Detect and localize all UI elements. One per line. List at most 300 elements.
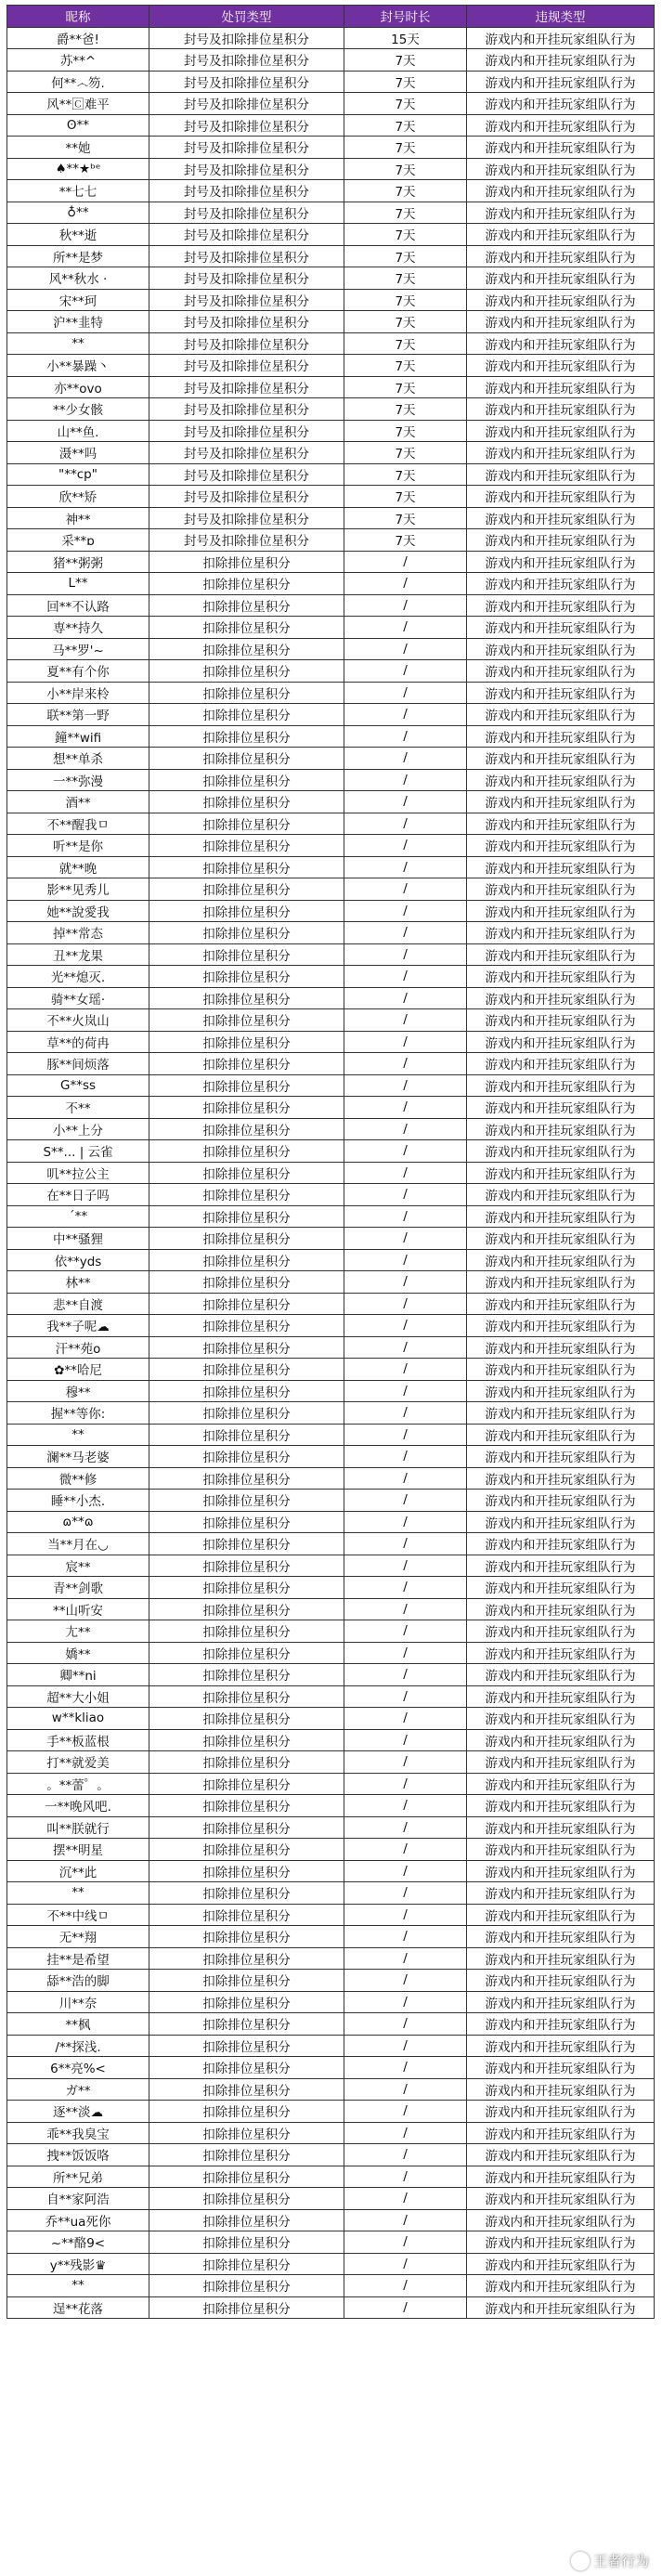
cell-nickname: 不**火岚山	[7, 1009, 149, 1032]
cell-violation-type: 游戏内和开挂玩家组队行为	[467, 2253, 655, 2275]
table-row	[7, 1031, 655, 1053]
cell-violation-type: 游戏内和开挂玩家组队行为	[467, 355, 655, 377]
cell-violation-type: 游戏内和开挂玩家组队行为	[467, 594, 655, 617]
cell-penalty-type: 封号及扣除排位星积分	[149, 311, 344, 333]
cell-ban-duration: 7天	[344, 71, 467, 93]
cell-ban-duration: /	[344, 943, 467, 966]
table-row	[7, 1555, 655, 1577]
cell-violation-type: 游戏内和开挂玩家组队行为	[467, 114, 655, 137]
cell-penalty-type: 扣除排位星积分	[149, 1467, 344, 1490]
cell-penalty-type: 扣除排位星积分	[149, 2013, 344, 2036]
cell-violation-type: 游戏内和开挂玩家组队行为	[467, 725, 655, 748]
cell-violation-type: 游戏内和开挂玩家组队行为	[467, 1729, 655, 1751]
table-row	[7, 398, 655, 421]
table-row	[7, 1249, 655, 1271]
cell-nickname: y**残影♛	[7, 2253, 149, 2275]
cell-ban-duration: /	[344, 1118, 467, 1140]
cell-nickname: 超**大小姐	[7, 1685, 149, 1708]
cell-nickname: 悲**自渡	[7, 1293, 149, 1315]
cell-ban-duration: /	[344, 1031, 467, 1053]
cell-violation-type: 游戏内和开挂玩家组队行为	[467, 1598, 655, 1620]
cell-violation-type: 游戏内和开挂玩家组队行为	[467, 1249, 655, 1271]
cell-violation-type: 游戏内和开挂玩家组队行为	[467, 2144, 655, 2166]
cell-violation-type: 游戏内和开挂玩家组队行为	[467, 1882, 655, 1905]
cell-nickname: 林**	[7, 1271, 149, 1294]
cell-violation-type: 游戏内和开挂玩家组队行为	[467, 442, 655, 464]
cell-ban-duration: /	[344, 1795, 467, 1817]
cell-nickname: 宸**	[7, 1555, 149, 1577]
cell-ban-duration: /	[344, 1074, 467, 1097]
table-row	[7, 1947, 655, 1970]
cell-nickname: 不**醒我ㅁ	[7, 813, 149, 835]
cell-penalty-type: 封号及扣除排位星积分	[149, 332, 344, 355]
cell-ban-duration: /	[344, 1359, 467, 1381]
cell-penalty-type: 封号及扣除排位星积分	[149, 486, 344, 508]
cell-violation-type: 游戏内和开挂玩家组队行为	[467, 137, 655, 159]
cell-violation-type: 游戏内和开挂玩家组队行为	[467, 1424, 655, 1446]
header-penalty-type: 处罚类型	[149, 6, 344, 28]
cell-penalty-type: 扣除排位星积分	[149, 594, 344, 617]
table-row	[7, 376, 655, 398]
cell-violation-type: 游戏内和开挂玩家组队行为	[467, 1664, 655, 1686]
cell-nickname: 握**等你:	[7, 1402, 149, 1425]
cell-nickname: 猪**粥粥	[7, 551, 149, 573]
cell-penalty-type: 封号及扣除排位星积分	[149, 49, 344, 72]
cell-violation-type: 游戏内和开挂玩家组队行为	[467, 922, 655, 944]
table-row	[7, 551, 655, 573]
cell-penalty-type: 扣除排位星积分	[149, 1533, 344, 1555]
cell-violation-type: 游戏内和开挂玩家组队行为	[467, 1205, 655, 1228]
cell-ban-duration: /	[344, 573, 467, 595]
cell-ban-duration: /	[344, 1490, 467, 1512]
table-row	[7, 1598, 655, 1620]
table-row	[7, 617, 655, 639]
cell-violation-type: 游戏内和开挂玩家组队行为	[467, 1074, 655, 1097]
cell-violation-type: 游戏内和开挂玩家组队行为	[467, 1642, 655, 1664]
table-row	[7, 1446, 655, 1468]
table-row	[7, 573, 655, 595]
cell-ban-duration: /	[344, 1228, 467, 1250]
cell-violation-type: 游戏内和开挂玩家组队行为	[467, 1751, 655, 1774]
cell-violation-type: 游戏内和开挂玩家组队行为	[467, 617, 655, 639]
cell-ban-duration: 7天	[344, 398, 467, 421]
cell-nickname: 风**秋水 ·	[7, 267, 149, 290]
table-row	[7, 2122, 655, 2144]
cell-violation-type: 游戏内和开挂玩家组队行为	[467, 529, 655, 552]
cell-ban-duration: /	[344, 900, 467, 922]
cell-penalty-type: 封号及扣除排位星积分	[149, 267, 344, 290]
table-row	[7, 2275, 655, 2297]
cell-violation-type: 游戏内和开挂玩家组队行为	[467, 682, 655, 704]
cell-nickname: 欣**矫	[7, 486, 149, 508]
cell-violation-type: 游戏内和开挂玩家组队行为	[467, 704, 655, 726]
table-row	[7, 1490, 655, 1512]
cell-penalty-type: 扣除排位星积分	[149, 1882, 344, 1905]
cell-penalty-type: 扣除排位星积分	[149, 769, 344, 791]
cell-violation-type: 游戏内和开挂玩家组队行为	[467, 93, 655, 115]
cell-penalty-type: 扣除排位星积分	[149, 2188, 344, 2210]
cell-violation-type: 游戏内和开挂玩家组队行为	[467, 1097, 655, 1119]
cell-penalty-type: 扣除排位星积分	[149, 1271, 344, 1294]
cell-violation-type: 游戏内和开挂玩家组队行为	[467, 987, 655, 1009]
cell-penalty-type: 扣除排位星积分	[149, 1729, 344, 1751]
table-row	[7, 1708, 655, 1730]
cell-violation-type: 游戏内和开挂玩家组队行为	[467, 1970, 655, 1992]
cell-violation-type: 游戏内和开挂玩家组队行为	[467, 158, 655, 180]
cell-ban-duration: /	[344, 1642, 467, 1664]
cell-nickname: 何**෴笏.	[7, 71, 149, 93]
cell-ban-duration: 7天	[344, 137, 467, 159]
cell-ban-duration: 7天	[344, 49, 467, 72]
cell-violation-type: 游戏内和开挂玩家组队行为	[467, 1947, 655, 1970]
cell-penalty-type: 封号及扣除排位星积分	[149, 180, 344, 202]
cell-penalty-type: 扣除排位星积分	[149, 1380, 344, 1402]
cell-ban-duration: /	[344, 1315, 467, 1337]
table-row	[7, 1882, 655, 1905]
cell-ban-duration: /	[344, 1162, 467, 1184]
table-row	[7, 1009, 655, 1032]
table-row	[7, 2188, 655, 2210]
cell-nickname: **她	[7, 137, 149, 159]
cell-penalty-type: 扣除排位星积分	[149, 1118, 344, 1140]
cell-violation-type: 游戏内和开挂玩家组队行为	[467, 1816, 655, 1839]
table-row	[7, 1620, 655, 1643]
cell-penalty-type: 封号及扣除排位星积分	[149, 158, 344, 180]
table-row	[7, 507, 655, 529]
cell-penalty-type: 扣除排位星积分	[149, 704, 344, 726]
cell-penalty-type: 扣除排位星积分	[149, 2209, 344, 2231]
cell-violation-type: 游戏内和开挂玩家组队行为	[467, 1795, 655, 1817]
cell-penalty-type: 扣除排位星积分	[149, 1860, 344, 1882]
cell-violation-type: 游戏内和开挂玩家组队行为	[467, 1359, 655, 1381]
table-row	[7, 245, 655, 267]
cell-violation-type: 游戏内和开挂玩家组队行为	[467, 1228, 655, 1250]
cell-penalty-type: 扣除排位星积分	[149, 1162, 344, 1184]
cell-penalty-type: 扣除排位星积分	[149, 1315, 344, 1337]
cell-nickname: G**ss	[7, 1074, 149, 1097]
cell-ban-duration: /	[344, 1424, 467, 1446]
cell-ban-duration: /	[344, 1511, 467, 1533]
cell-nickname: 所**是梦	[7, 245, 149, 267]
cell-nickname: 苏**^	[7, 49, 149, 72]
table-row	[7, 1467, 655, 1490]
cell-violation-type: 游戏内和开挂玩家组队行为	[467, 1315, 655, 1337]
table-row	[7, 1074, 655, 1097]
cell-nickname: 爵**爸!	[7, 27, 149, 49]
cell-violation-type: 游戏内和开挂玩家组队行为	[467, 2013, 655, 2036]
table-row	[7, 180, 655, 202]
cell-ban-duration: /	[344, 1097, 467, 1119]
cell-ban-duration: /	[344, 1926, 467, 1948]
cell-nickname: 听**是你	[7, 835, 149, 857]
cell-penalty-type: 扣除排位星积分	[149, 573, 344, 595]
cell-nickname: 无**翔	[7, 1926, 149, 1948]
cell-penalty-type: 扣除排位星积分	[149, 2275, 344, 2297]
table-row	[7, 49, 655, 72]
cell-ban-duration: 7天	[344, 245, 467, 267]
cell-nickname: **	[7, 2275, 149, 2297]
cell-nickname: 掉**常态	[7, 922, 149, 944]
cell-violation-type: 游戏内和开挂玩家组队行为	[467, 463, 655, 486]
table-row	[7, 2013, 655, 2036]
cell-ban-duration: 15天	[344, 27, 467, 49]
cell-ban-duration: /	[344, 2013, 467, 2036]
cell-penalty-type: 扣除排位星积分	[149, 1991, 344, 2013]
cell-violation-type: 游戏内和开挂玩家组队行为	[467, 748, 655, 770]
watermark-logo-icon	[571, 2552, 590, 2570]
table-row	[7, 813, 655, 835]
cell-ban-duration: /	[344, 2144, 467, 2166]
cell-penalty-type: 扣除排位星积分	[149, 638, 344, 660]
cell-nickname: 睡**小杰.	[7, 1490, 149, 1512]
cell-ban-duration: /	[344, 1751, 467, 1774]
cell-penalty-type: 扣除排位星积分	[149, 1642, 344, 1664]
cell-nickname: 不**中线ㅁ	[7, 1904, 149, 1926]
table-row	[7, 114, 655, 137]
cell-ban-duration: /	[344, 987, 467, 1009]
cell-ban-duration: /	[344, 1882, 467, 1905]
cell-nickname: **枫	[7, 2013, 149, 2036]
cell-nickname: 沪**韭特	[7, 311, 149, 333]
table-row	[7, 2101, 655, 2123]
cell-nickname: 。**蕾゜。	[7, 1773, 149, 1795]
table-row	[7, 966, 655, 988]
cell-nickname: 一**晚风吧.	[7, 1795, 149, 1817]
table-row	[7, 2296, 655, 2319]
cell-violation-type: 游戏内和开挂玩家组队行为	[467, 1620, 655, 1643]
cell-penalty-type: 封号及扣除排位星积分	[149, 224, 344, 246]
cell-penalty-type: 扣除排位星积分	[149, 922, 344, 944]
cell-nickname: 逞**花落	[7, 2296, 149, 2319]
table-row	[7, 594, 655, 617]
cell-violation-type: 游戏内和开挂玩家组队行为	[467, 769, 655, 791]
cell-ban-duration: /	[344, 2275, 467, 2297]
cell-nickname: 嬌**	[7, 1642, 149, 1664]
cell-penalty-type: 扣除排位星积分	[149, 1140, 344, 1163]
table-row	[7, 1751, 655, 1774]
cell-ban-duration: 7天	[344, 507, 467, 529]
watermark-text: 王者行为	[592, 2553, 649, 2569]
cell-ban-duration: 7天	[344, 486, 467, 508]
cell-ban-duration: /	[344, 2296, 467, 2319]
cell-penalty-type: 扣除排位星积分	[149, 1555, 344, 1577]
table-row	[7, 1729, 655, 1751]
cell-penalty-type: 扣除排位星积分	[149, 2253, 344, 2275]
cell-ban-duration: /	[344, 856, 467, 878]
cell-violation-type: 游戏内和开挂玩家组队行为	[467, 1140, 655, 1163]
cell-penalty-type: 封号及扣除排位星积分	[149, 529, 344, 552]
cell-violation-type: 游戏内和开挂玩家组队行为	[467, 1162, 655, 1184]
cell-ban-duration: /	[344, 1904, 467, 1926]
cell-nickname: 澜**马老婆	[7, 1446, 149, 1468]
cell-nickname: 依**yds	[7, 1249, 149, 1271]
table-row	[7, 1359, 655, 1381]
table-row	[7, 1991, 655, 2013]
table-row	[7, 2209, 655, 2231]
cell-nickname: ♁**	[7, 202, 149, 224]
table-row	[7, 1293, 655, 1315]
cell-ban-duration: /	[344, 1271, 467, 1294]
cell-nickname: 青**剑歌	[7, 1577, 149, 1599]
cell-ban-duration: 7天	[344, 311, 467, 333]
table-row	[7, 660, 655, 683]
cell-ban-duration: /	[344, 769, 467, 791]
cell-penalty-type: 扣除排位星积分	[149, 791, 344, 813]
cell-penalty-type: 扣除排位星积分	[149, 1970, 344, 1992]
table-row	[7, 1926, 655, 1948]
cell-penalty-type: 扣除排位星积分	[149, 1751, 344, 1774]
cell-ban-duration: /	[344, 878, 467, 901]
cell-penalty-type: 扣除排位星积分	[149, 1097, 344, 1119]
cell-ban-duration: /	[344, 1729, 467, 1751]
cell-violation-type: 游戏内和开挂玩家组队行为	[467, 943, 655, 966]
table-row	[7, 1511, 655, 1533]
cell-violation-type: 游戏内和开挂玩家组队行为	[467, 1009, 655, 1032]
table-row	[7, 332, 655, 355]
cell-nickname: S**... | 云雀	[7, 1140, 149, 1163]
cell-nickname: 光**熄灭.	[7, 966, 149, 988]
cell-nickname: 就**晚	[7, 856, 149, 878]
cell-nickname: 回**不认路	[7, 594, 149, 617]
cell-violation-type: 游戏内和开挂玩家组队行为	[467, 2188, 655, 2210]
cell-nickname: 6**亮%<	[7, 2057, 149, 2079]
table-row	[7, 93, 655, 115]
cell-violation-type: 游戏内和开挂玩家组队行为	[467, 1773, 655, 1795]
table-row	[7, 224, 655, 246]
cell-ban-duration: /	[344, 835, 467, 857]
table-row	[7, 791, 655, 813]
cell-nickname: 小**岸来柃	[7, 682, 149, 704]
cell-violation-type: 游戏内和开挂玩家组队行为	[467, 1839, 655, 1861]
cell-nickname: 马**罗'~	[7, 638, 149, 660]
cell-penalty-type: 扣除排位星积分	[149, 1904, 344, 1926]
cell-nickname: 草**的荷冉	[7, 1031, 149, 1053]
cell-violation-type: 游戏内和开挂玩家组队行为	[467, 2231, 655, 2254]
cell-penalty-type: 扣除排位星积分	[149, 1446, 344, 1468]
cell-penalty-type: 封号及扣除排位星积分	[149, 442, 344, 464]
cell-ban-duration: /	[344, 1336, 467, 1359]
cell-penalty-type: 扣除排位星积分	[149, 1947, 344, 1970]
header-ban-duration: 封号时长	[344, 6, 467, 28]
table-row	[7, 1228, 655, 1250]
cell-penalty-type: 封号及扣除排位星积分	[149, 114, 344, 137]
table-row	[7, 1053, 655, 1075]
cell-nickname: 自**家阿浩	[7, 2188, 149, 2210]
cell-ban-duration: 7天	[344, 529, 467, 552]
table-row	[7, 1140, 655, 1163]
cell-ban-duration: 7天	[344, 224, 467, 246]
cell-nickname: 尢**	[7, 1620, 149, 1643]
cell-penalty-type: 扣除排位星积分	[149, 987, 344, 1009]
header-violation-type: 违规类型	[467, 6, 655, 28]
cell-violation-type: 游戏内和开挂玩家组队行为	[467, 289, 655, 311]
cell-violation-type: 游戏内和开挂玩家组队行为	[467, 791, 655, 813]
table-row	[7, 878, 655, 901]
header-nickname: 昵称	[7, 6, 149, 28]
cell-penalty-type: 扣除排位星积分	[149, 813, 344, 835]
cell-ban-duration: /	[344, 1685, 467, 1708]
cell-violation-type: 游戏内和开挂玩家组队行为	[467, 878, 655, 901]
table-row	[7, 267, 655, 290]
table-row	[7, 943, 655, 966]
cell-ban-duration: /	[344, 2057, 467, 2079]
cell-violation-type: 游戏内和开挂玩家组队行为	[467, 420, 655, 442]
table-row	[7, 1205, 655, 1228]
cell-violation-type: 游戏内和开挂玩家组队行为	[467, 1904, 655, 1926]
cell-nickname: ʘ**	[7, 114, 149, 137]
cell-ban-duration: /	[344, 791, 467, 813]
cell-ban-duration: /	[344, 1184, 467, 1206]
cell-violation-type: 游戏内和开挂玩家组队行为	[467, 71, 655, 93]
cell-violation-type: 游戏内和开挂玩家组队行为	[467, 1053, 655, 1075]
cell-violation-type: 游戏内和开挂玩家组队行为	[467, 1708, 655, 1730]
cell-penalty-type: 扣除排位星积分	[149, 1511, 344, 1533]
cell-nickname: ~**酪9<	[7, 2231, 149, 2254]
cell-nickname: 滠**吗	[7, 442, 149, 464]
cell-violation-type: 游戏内和开挂玩家组队行为	[467, 1184, 655, 1206]
cell-violation-type: 游戏内和开挂玩家组队行为	[467, 2275, 655, 2297]
cell-nickname: L**	[7, 573, 149, 595]
cell-nickname: 挂**是希望	[7, 1947, 149, 1970]
cell-ban-duration: 7天	[344, 267, 467, 290]
table-row	[7, 769, 655, 791]
cell-violation-type: 游戏内和开挂玩家组队行为	[467, 398, 655, 421]
table-row	[7, 442, 655, 464]
cell-nickname: ♠**★ᵇᵉ	[7, 158, 149, 180]
cell-violation-type: 游戏内和开挂玩家组队行为	[467, 1402, 655, 1425]
cell-nickname: 不**	[7, 1097, 149, 1119]
cell-nickname: 丑**龙果	[7, 943, 149, 966]
cell-ban-duration: /	[344, 2253, 467, 2275]
cell-penalty-type: 封号及扣除排位星积分	[149, 289, 344, 311]
cell-ban-duration: 7天	[344, 158, 467, 180]
cell-penalty-type: 封号及扣除排位星积分	[149, 202, 344, 224]
cell-ban-duration: 7天	[344, 202, 467, 224]
cell-ban-duration: /	[344, 1860, 467, 1882]
cell-ban-duration: /	[344, 966, 467, 988]
cell-ban-duration: /	[344, 1598, 467, 1620]
table-body	[7, 27, 655, 2319]
table-row	[7, 1904, 655, 1926]
table-row	[7, 311, 655, 333]
cell-nickname: 联**第一野	[7, 704, 149, 726]
table-row	[7, 463, 655, 486]
table-row	[7, 420, 655, 442]
cell-violation-type: 游戏内和开挂玩家组队行为	[467, 486, 655, 508]
cell-penalty-type: 扣除排位星积分	[149, 878, 344, 901]
table-row	[7, 682, 655, 704]
cell-penalty-type: 扣除排位星积分	[149, 2057, 344, 2079]
cell-ban-duration: /	[344, 2122, 467, 2144]
cell-nickname: 影**见秀儿	[7, 878, 149, 901]
cell-penalty-type: 扣除排位星积分	[149, 900, 344, 922]
table-row	[7, 725, 655, 748]
cell-penalty-type: 扣除排位星积分	[149, 835, 344, 857]
cell-nickname: **	[7, 332, 149, 355]
cell-ban-duration: /	[344, 1555, 467, 1577]
table-row	[7, 1685, 655, 1708]
cell-penalty-type: 扣除排位星积分	[149, 1031, 344, 1053]
cell-penalty-type: 扣除排位星积分	[149, 1184, 344, 1206]
cell-penalty-type: 扣除排位星积分	[149, 2166, 344, 2188]
cell-ban-duration: 7天	[344, 114, 467, 137]
table-row	[7, 2253, 655, 2275]
table-row	[7, 1097, 655, 1119]
cell-nickname: 夏**有个你	[7, 660, 149, 683]
cell-nickname: 骑**女瑶·	[7, 987, 149, 1009]
cell-violation-type: 游戏内和开挂玩家组队行为	[467, 27, 655, 49]
cell-penalty-type: 扣除排位星积分	[149, 1839, 344, 1861]
